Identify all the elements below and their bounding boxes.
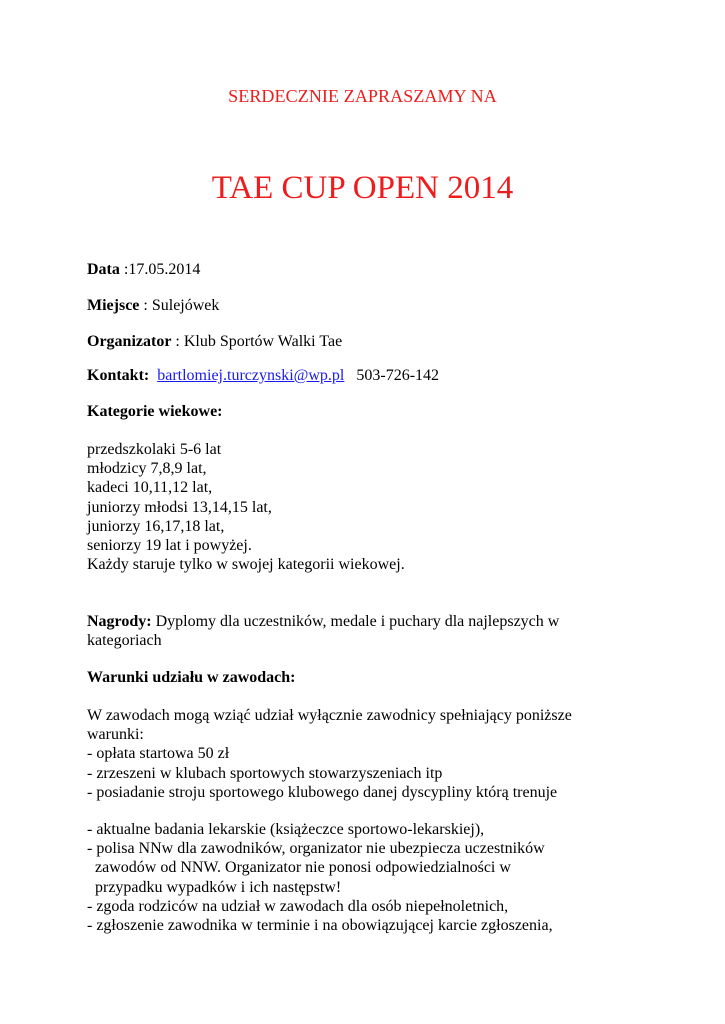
- condition-item-continuation: przypadku wypadków i ich następstw!: [95, 878, 342, 896]
- contact-label: Kontakt:: [87, 367, 150, 384]
- prizes-label: Nagrody:: [87, 613, 152, 630]
- category-item: seniorzy 19 lat i powyżej.: [87, 536, 252, 554]
- categories-heading: Kategorie wiekowe:: [87, 403, 223, 420]
- organizer-value: : Klub Sportów Walki Tae: [171, 333, 343, 350]
- contact-email-link[interactable]: bartlomiej.turczynski@wp.pl: [157, 367, 345, 384]
- category-item: juniorzy młodsi 13,14,15 lat,: [87, 498, 272, 516]
- category-item: młodzicy 7,8,9 lat,: [87, 460, 207, 478]
- categories-list: [87, 440, 405, 574]
- place-label: Miejsce: [87, 297, 140, 314]
- place-value: : Sulejówek: [139, 297, 220, 314]
- date-value: :17.05.2014: [119, 261, 201, 278]
- conditions-intro-line-1: W zawodach mogą wziąć udział wyłącznie zawodnicy spełniający poniższe: [87, 707, 572, 724]
- date-line: [87, 260, 200, 279]
- category-note: Każdy staruje tylko w swojej kategorii wiekowej.: [87, 556, 405, 574]
- organizer-line: [87, 332, 342, 351]
- conditions-heading-line: [87, 668, 295, 687]
- condition-item: - aktualne badania lekarskie (książeczce sportowo-lekarskiej),: [87, 821, 485, 838]
- contact-line: [87, 366, 439, 385]
- condition-item: - zgoda rodziców na udział w zawodach dla osób niepełnoletnich,: [87, 897, 509, 915]
- place-line: [87, 296, 219, 315]
- date-label: Data: [87, 261, 120, 278]
- condition-item-continuation: zawodów od NNW. Organizator nie ponosi odpowiedzialności w: [95, 859, 511, 877]
- condition-item: - posiadanie stroju sportowego klubowego danej dyscypliny którą trenuje: [87, 783, 558, 801]
- invitation-line: SERDECZNIE ZAPRASZAMY NA: [228, 86, 497, 106]
- condition-item: - opłata startowa 50 zł: [87, 745, 230, 763]
- event-title: TAE CUP OPEN 2014: [211, 170, 514, 206]
- conditions-list: [87, 820, 553, 935]
- conditions-intro-line-2: warunki:: [87, 726, 144, 744]
- prizes-line-2: kategoriach: [87, 632, 162, 650]
- category-item: przedszkolaki 5-6 lat: [87, 441, 222, 458]
- category-item: kadeci 10,11,12 lat,: [87, 479, 213, 497]
- contact-phone: 503-726-142: [356, 367, 440, 384]
- condition-item: - polisa NNw dla zawodników, organizator nie ubezpiecza uczestników: [87, 840, 545, 858]
- prizes-block: [87, 612, 559, 650]
- condition-item: - zgłoszenie zawodnika w terminie i na obowiązującej karcie zgłoszenia,: [87, 916, 553, 934]
- prizes-line-1: [87, 612, 559, 631]
- categories-heading-line: [87, 402, 223, 421]
- organizer-label: Organizator: [87, 333, 172, 350]
- conditions-heading: Warunki udziału w zawodach:: [87, 669, 296, 686]
- prizes-text: Dyplomy dla uczestników, medale i puchary dla najlepszych w: [151, 613, 560, 630]
- category-item: juniorzy 16,17,18 lat,: [87, 517, 225, 535]
- condition-item: - zrzeszeni w klubach sportowych stowarzyszeniach itp: [87, 764, 443, 782]
- conditions-intro: [87, 706, 572, 802]
